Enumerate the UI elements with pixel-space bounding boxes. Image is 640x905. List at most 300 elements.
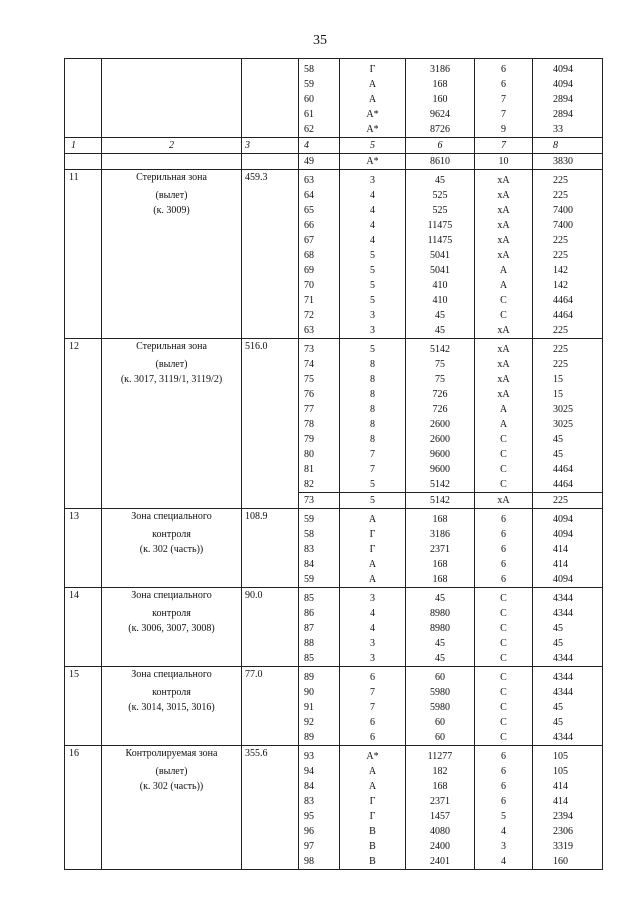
continuation-row [65, 77, 603, 92]
y-coordinate-cell: 45 [533, 621, 603, 636]
area-cell [242, 606, 299, 621]
area-cell [242, 477, 299, 493]
continuation-row [65, 107, 603, 122]
zone-name-cell [102, 154, 242, 170]
y-coordinate-cell: 45 [533, 636, 603, 651]
area-cell [242, 621, 299, 636]
table-row [65, 233, 603, 248]
point-class-cell: А [340, 509, 406, 528]
x-coordinate-cell: 45 [406, 323, 475, 339]
group-number-cell [65, 387, 102, 402]
x-coordinate-cell: 11277 [406, 746, 475, 765]
point-class-cell: 6 [340, 715, 406, 730]
table-row [65, 417, 603, 432]
x-coordinate-cell: 9624 [406, 107, 475, 122]
group-number-cell [65, 606, 102, 621]
table-row [65, 779, 603, 794]
header-cell-2: 2 [102, 138, 242, 154]
y-coordinate-cell: 15 [533, 387, 603, 402]
group-number-cell [65, 621, 102, 636]
header-cell-4: 4 [299, 138, 340, 154]
area-cell [242, 154, 299, 170]
point-number-cell: 66 [299, 218, 340, 233]
point-class-cell: Г [340, 59, 406, 78]
y-class-cell: С [475, 447, 533, 462]
zone-name-cell [102, 417, 242, 432]
table-row [65, 746, 603, 765]
point-number-cell: 92 [299, 715, 340, 730]
y-class-cell: С [475, 462, 533, 477]
point-number-cell: 97 [299, 839, 340, 854]
y-coordinate-cell: 225 [533, 339, 603, 358]
y-coordinate-cell: 105 [533, 746, 603, 765]
x-coordinate-cell: 8980 [406, 606, 475, 621]
zone-name-cell [102, 636, 242, 651]
group-number-cell [65, 323, 102, 339]
table-row [65, 218, 603, 233]
point-class-cell: 3 [340, 308, 406, 323]
zone-name-cell [102, 293, 242, 308]
y-coordinate-cell: 4094 [533, 59, 603, 78]
area-cell [242, 730, 299, 746]
x-coordinate-cell: 726 [406, 402, 475, 417]
zone-name-cell: (к. 302 (часть)) [102, 779, 242, 794]
point-class-cell: 8 [340, 432, 406, 447]
zone-name-cell: (к. 3017, 3119/1, 3119/2) [102, 372, 242, 387]
area-cell [242, 323, 299, 339]
table-row [65, 839, 603, 854]
y-coordinate-cell: 4094 [533, 572, 603, 588]
zone-name-cell [102, 572, 242, 588]
zone-name-cell [102, 730, 242, 746]
x-coordinate-cell: 410 [406, 278, 475, 293]
y-coordinate-cell: 4464 [533, 462, 603, 477]
y-class-cell: С [475, 651, 533, 667]
point-class-cell: Г [340, 794, 406, 809]
group-number-cell [65, 779, 102, 794]
point-number-cell: 83 [299, 542, 340, 557]
table-row [65, 809, 603, 824]
x-coordinate-cell: 2371 [406, 794, 475, 809]
y-coordinate-cell: 105 [533, 764, 603, 779]
area-cell [242, 122, 299, 138]
point-class-cell: 3 [340, 323, 406, 339]
table-row [65, 621, 603, 636]
table-row [65, 794, 603, 809]
zone-name-cell [102, 323, 242, 339]
point-number-cell: 74 [299, 357, 340, 372]
point-number-cell: 60 [299, 92, 340, 107]
y-coordinate-cell: 2394 [533, 809, 603, 824]
y-class-cell: С [475, 293, 533, 308]
x-coordinate-cell: 410 [406, 293, 475, 308]
group-number-cell [65, 493, 102, 509]
group-number-cell [65, 685, 102, 700]
area-cell [242, 77, 299, 92]
y-coordinate-cell: 225 [533, 233, 603, 248]
zone-name-cell [102, 715, 242, 730]
coordinates-table [64, 58, 603, 870]
y-coordinate-cell: 4344 [533, 588, 603, 607]
y-coordinate-cell: 225 [533, 357, 603, 372]
zone-name-cell [102, 447, 242, 462]
group-number-cell [65, 107, 102, 122]
point-class-cell: 7 [340, 447, 406, 462]
header-cell-6: 6 [406, 138, 475, 154]
y-class-cell: С [475, 700, 533, 715]
point-class-cell: В [340, 839, 406, 854]
x-coordinate-cell: 4080 [406, 824, 475, 839]
area-cell [242, 107, 299, 122]
y-class-cell: 6 [475, 794, 533, 809]
point-number-cell: 81 [299, 462, 340, 477]
point-number-cell: 84 [299, 557, 340, 572]
x-coordinate-cell: 11475 [406, 233, 475, 248]
table-row [65, 730, 603, 746]
continuation-row [65, 154, 603, 170]
point-number-cell: 86 [299, 606, 340, 621]
y-class-cell: 6 [475, 542, 533, 557]
group-number-cell [65, 839, 102, 854]
y-class-cell: А [475, 402, 533, 417]
point-number-cell: 90 [299, 685, 340, 700]
point-class-cell: А [340, 764, 406, 779]
table-row [65, 203, 603, 218]
zone-name-cell [102, 854, 242, 870]
area-cell [242, 636, 299, 651]
point-class-cell: 5 [340, 248, 406, 263]
table-row [65, 170, 603, 189]
x-coordinate-cell: 45 [406, 636, 475, 651]
y-class-cell: С [475, 621, 533, 636]
x-coordinate-cell: 45 [406, 170, 475, 189]
x-coordinate-cell: 60 [406, 730, 475, 746]
group-number-cell [65, 233, 102, 248]
x-coordinate-cell: 182 [406, 764, 475, 779]
point-class-cell: Г [340, 542, 406, 557]
y-coordinate-cell: 4464 [533, 293, 603, 308]
y-coordinate-cell: 4344 [533, 606, 603, 621]
table-row [65, 493, 603, 509]
point-number-cell: 61 [299, 107, 340, 122]
y-coordinate-cell: 3025 [533, 417, 603, 432]
point-number-cell: 65 [299, 203, 340, 218]
point-class-cell: 5 [340, 477, 406, 493]
x-coordinate-cell: 3186 [406, 59, 475, 78]
area-cell [242, 715, 299, 730]
zone-name-cell: Стерильная зона [102, 170, 242, 189]
point-class-cell: А [340, 92, 406, 107]
y-coordinate-cell: 414 [533, 779, 603, 794]
y-class-cell: С [475, 606, 533, 621]
table-row [65, 293, 603, 308]
y-coordinate-cell: 225 [533, 248, 603, 263]
x-coordinate-cell: 525 [406, 203, 475, 218]
point-class-cell: А* [340, 107, 406, 122]
y-class-cell: С [475, 477, 533, 493]
zone-name-cell: (к. 3014, 3015, 3016) [102, 700, 242, 715]
y-class-cell: А [475, 278, 533, 293]
area-cell [242, 572, 299, 588]
point-number-cell: 63 [299, 323, 340, 339]
x-coordinate-cell: 8726 [406, 122, 475, 138]
zone-name-cell: Зона специального [102, 588, 242, 607]
group-number-cell: 12 [65, 339, 102, 358]
point-class-cell: 7 [340, 700, 406, 715]
group-number-cell [65, 218, 102, 233]
area-cell [242, 527, 299, 542]
table-row [65, 477, 603, 493]
area-cell [242, 651, 299, 667]
y-coordinate-cell: 45 [533, 715, 603, 730]
point-class-cell: А* [340, 154, 406, 170]
zone-name-cell [102, 59, 242, 78]
point-number-cell: 75 [299, 372, 340, 387]
area-cell [242, 493, 299, 509]
group-number-cell [65, 122, 102, 138]
y-coordinate-cell: 414 [533, 557, 603, 572]
area-cell [242, 218, 299, 233]
header-cell-7: 7 [475, 138, 533, 154]
point-class-cell: 8 [340, 402, 406, 417]
y-coordinate-cell: 225 [533, 188, 603, 203]
y-coordinate-cell: 225 [533, 170, 603, 189]
point-class-cell: 3 [340, 651, 406, 667]
table-row [65, 447, 603, 462]
point-number-cell: 59 [299, 77, 340, 92]
zone-name-cell [102, 794, 242, 809]
zone-name-cell [102, 308, 242, 323]
y-class-cell: С [475, 308, 533, 323]
group-number-cell [65, 402, 102, 417]
y-coordinate-cell: 2894 [533, 92, 603, 107]
y-class-cell: 3 [475, 839, 533, 854]
table-row [65, 527, 603, 542]
y-coordinate-cell: 4344 [533, 685, 603, 700]
area-cell [242, 542, 299, 557]
group-number-cell [65, 278, 102, 293]
x-coordinate-cell: 1457 [406, 809, 475, 824]
group-number-cell [65, 417, 102, 432]
zone-name-cell [102, 402, 242, 417]
y-class-cell: хА [475, 218, 533, 233]
point-class-cell: А [340, 557, 406, 572]
table-row [65, 278, 603, 293]
x-coordinate-cell: 525 [406, 188, 475, 203]
zone-name-cell: (к. 302 (часть)) [102, 542, 242, 557]
area-cell [242, 779, 299, 794]
point-number-cell: 63 [299, 170, 340, 189]
x-coordinate-cell: 75 [406, 357, 475, 372]
x-coordinate-cell: 160 [406, 92, 475, 107]
group-number-cell [65, 357, 102, 372]
point-class-cell: 7 [340, 462, 406, 477]
point-class-cell: А [340, 77, 406, 92]
x-coordinate-cell: 5980 [406, 700, 475, 715]
x-coordinate-cell: 45 [406, 588, 475, 607]
y-coordinate-cell: 414 [533, 794, 603, 809]
point-class-cell: 6 [340, 730, 406, 746]
x-coordinate-cell: 168 [406, 77, 475, 92]
y-coordinate-cell: 4344 [533, 651, 603, 667]
point-class-cell: В [340, 824, 406, 839]
y-class-cell: 6 [475, 779, 533, 794]
table-row [65, 715, 603, 730]
point-number-cell: 64 [299, 188, 340, 203]
table-row [65, 372, 603, 387]
zone-name-cell: (вылет) [102, 188, 242, 203]
table-row [65, 339, 603, 358]
y-class-cell: хА [475, 387, 533, 402]
point-number-cell: 49 [299, 154, 340, 170]
y-coordinate-cell: 4344 [533, 667, 603, 686]
table-row [65, 308, 603, 323]
group-number-cell [65, 203, 102, 218]
group-number-cell [65, 542, 102, 557]
y-class-cell: 10 [475, 154, 533, 170]
table-row [65, 824, 603, 839]
continuation-row [65, 122, 603, 138]
y-class-cell: А [475, 417, 533, 432]
point-class-cell: 7 [340, 685, 406, 700]
area-cell [242, 839, 299, 854]
area-cell [242, 233, 299, 248]
y-class-cell: 6 [475, 746, 533, 765]
y-coordinate-cell: 225 [533, 493, 603, 509]
area-cell [242, 308, 299, 323]
zone-name-cell [102, 278, 242, 293]
area-cell [242, 417, 299, 432]
table-row [65, 387, 603, 402]
y-coordinate-cell: 4094 [533, 527, 603, 542]
y-class-cell: хА [475, 493, 533, 509]
y-class-cell: хА [475, 188, 533, 203]
point-number-cell: 91 [299, 700, 340, 715]
area-cell [242, 59, 299, 78]
y-class-cell: 6 [475, 527, 533, 542]
group-number-cell [65, 651, 102, 667]
group-number-cell [65, 527, 102, 542]
point-class-cell: 8 [340, 417, 406, 432]
x-coordinate-cell: 45 [406, 651, 475, 667]
table-row [65, 402, 603, 417]
y-coordinate-cell: 2894 [533, 107, 603, 122]
y-class-cell: 6 [475, 557, 533, 572]
zone-name-cell [102, 248, 242, 263]
page-number: 35 [313, 33, 327, 48]
point-number-cell: 88 [299, 636, 340, 651]
point-class-cell: 6 [340, 667, 406, 686]
y-class-cell: С [475, 588, 533, 607]
point-number-cell: 70 [299, 278, 340, 293]
point-number-cell: 82 [299, 477, 340, 493]
y-class-cell: А [475, 263, 533, 278]
zone-name-cell [102, 824, 242, 839]
y-class-cell: хА [475, 170, 533, 189]
area-cell [242, 203, 299, 218]
point-number-cell: 69 [299, 263, 340, 278]
point-class-cell: 8 [340, 372, 406, 387]
point-number-cell: 62 [299, 122, 340, 138]
zone-name-cell [102, 92, 242, 107]
group-number-cell: 16 [65, 746, 102, 765]
group-number-cell [65, 809, 102, 824]
continuation-row [65, 92, 603, 107]
x-coordinate-cell: 8610 [406, 154, 475, 170]
table-row [65, 588, 603, 607]
group-number-cell: 13 [65, 509, 102, 528]
point-class-cell: 5 [340, 293, 406, 308]
zone-name-cell: контроля [102, 685, 242, 700]
zone-name-cell [102, 557, 242, 572]
group-number-cell [65, 794, 102, 809]
zone-name-cell: (к. 3009) [102, 203, 242, 218]
header-cell-1: 1 [65, 138, 102, 154]
y-class-cell: хА [475, 203, 533, 218]
group-number-cell [65, 432, 102, 447]
table-row [65, 854, 603, 870]
point-class-cell: 8 [340, 357, 406, 372]
y-coordinate-cell: 160 [533, 854, 603, 870]
area-cell [242, 809, 299, 824]
y-coordinate-cell: 45 [533, 700, 603, 715]
continuation-row [65, 59, 603, 78]
point-number-cell: 95 [299, 809, 340, 824]
area-cell [242, 432, 299, 447]
y-class-cell: 6 [475, 572, 533, 588]
y-coordinate-cell: 45 [533, 432, 603, 447]
x-coordinate-cell: 11475 [406, 218, 475, 233]
point-number-cell: 89 [299, 730, 340, 746]
y-class-cell: С [475, 715, 533, 730]
x-coordinate-cell: 5142 [406, 493, 475, 509]
table-row [65, 509, 603, 528]
y-class-cell: 7 [475, 92, 533, 107]
y-class-cell: 6 [475, 77, 533, 92]
x-coordinate-cell: 5980 [406, 685, 475, 700]
y-coordinate-cell: 414 [533, 542, 603, 557]
zone-name-cell [102, 122, 242, 138]
point-number-cell: 59 [299, 509, 340, 528]
zone-name-cell: Зона специального [102, 667, 242, 686]
area-cell [242, 794, 299, 809]
point-class-cell: 3 [340, 636, 406, 651]
group-number-cell [65, 293, 102, 308]
point-class-cell: 8 [340, 387, 406, 402]
area-cell [242, 387, 299, 402]
table-row [65, 557, 603, 572]
y-coordinate-cell: 142 [533, 278, 603, 293]
table-row [65, 606, 603, 621]
x-coordinate-cell: 2600 [406, 417, 475, 432]
point-number-cell: 67 [299, 233, 340, 248]
group-number-cell [65, 188, 102, 203]
point-class-cell: 5 [340, 339, 406, 358]
x-coordinate-cell: 5041 [406, 263, 475, 278]
point-number-cell: 73 [299, 493, 340, 509]
point-number-cell: 79 [299, 432, 340, 447]
point-number-cell: 76 [299, 387, 340, 402]
y-class-cell: 9 [475, 122, 533, 138]
header-cell-3: 3 [242, 138, 299, 154]
y-coordinate-cell: 4464 [533, 308, 603, 323]
table-row [65, 462, 603, 477]
group-number-cell [65, 764, 102, 779]
point-number-cell: 71 [299, 293, 340, 308]
area-cell [242, 685, 299, 700]
x-coordinate-cell: 2600 [406, 432, 475, 447]
group-number-cell [65, 572, 102, 588]
